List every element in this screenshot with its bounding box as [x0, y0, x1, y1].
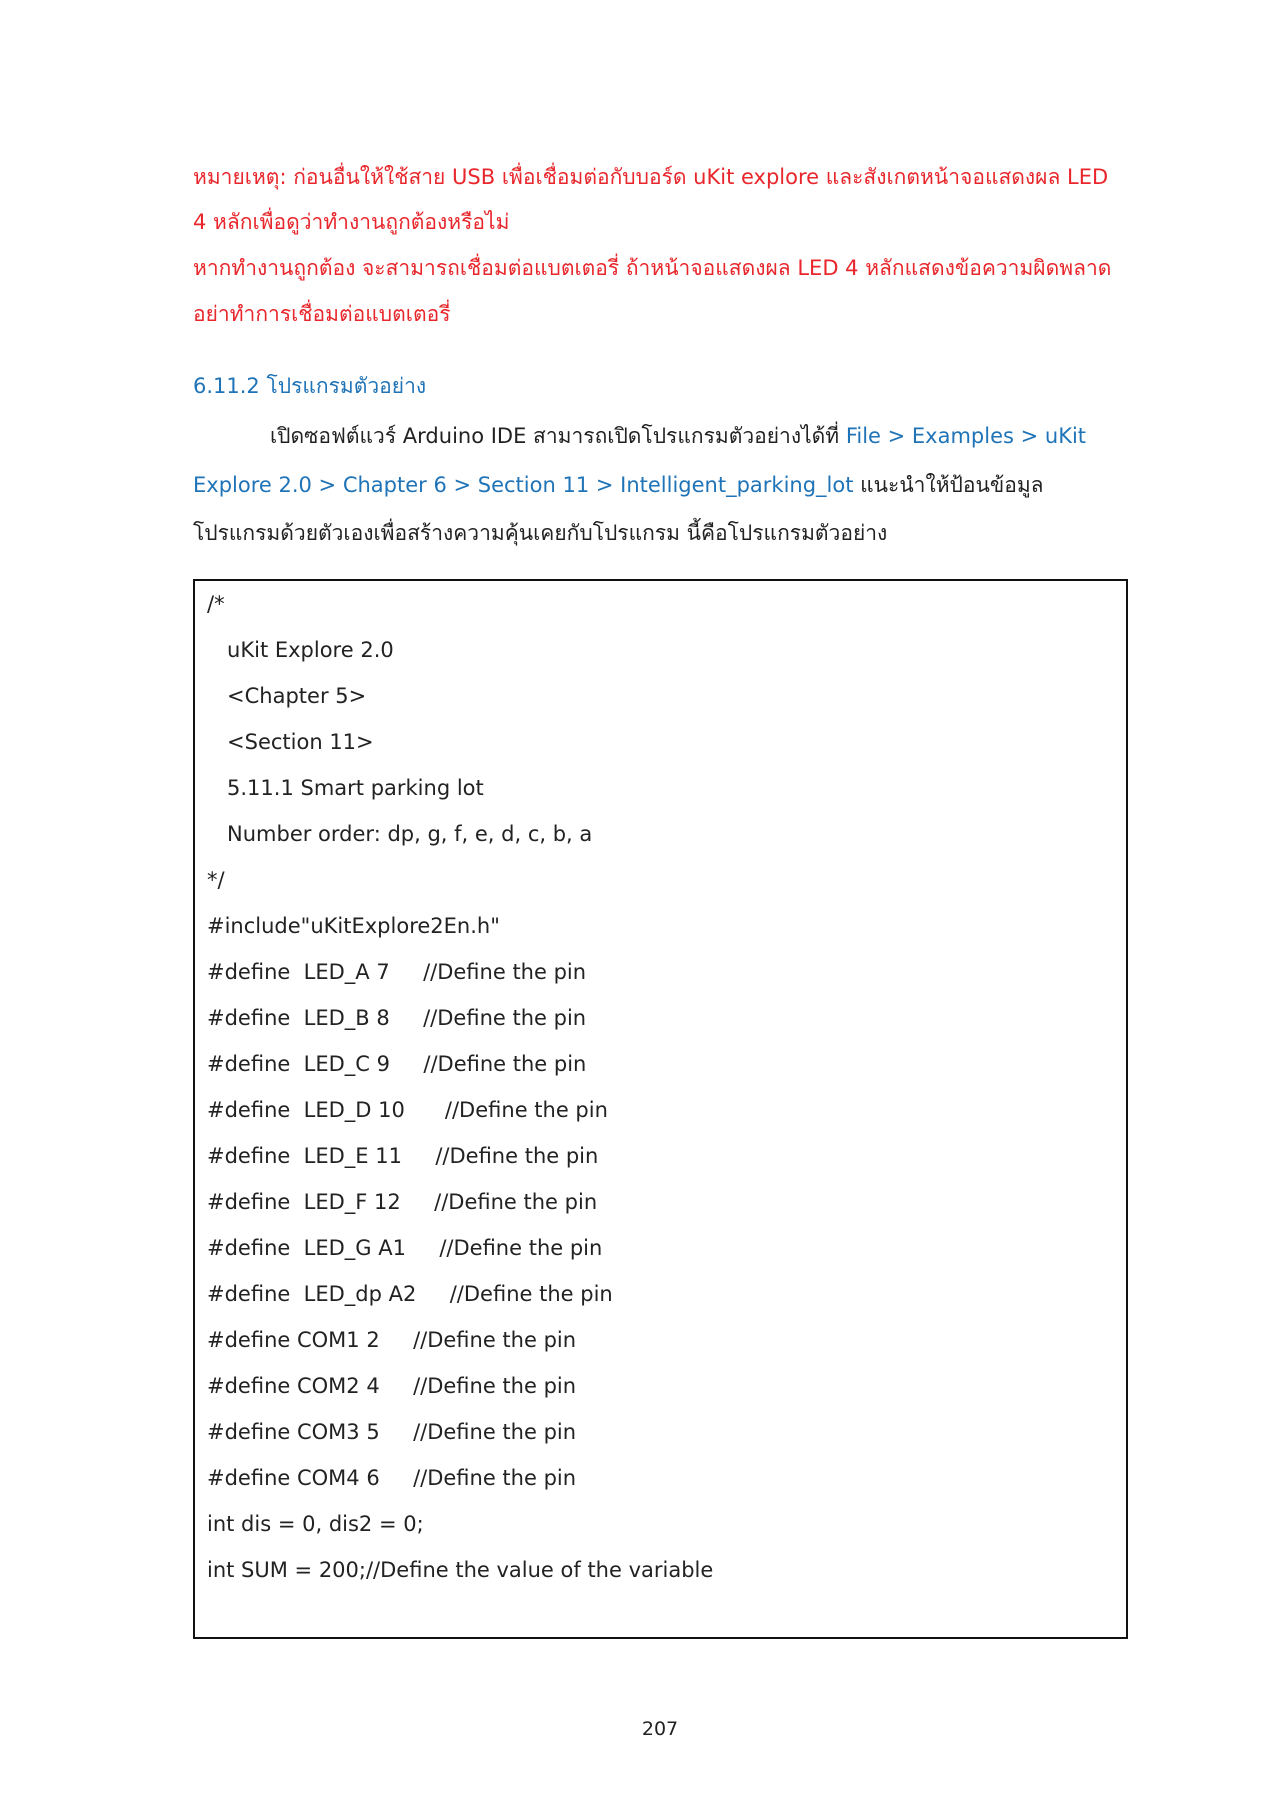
code-line: #define COM4 6 //Define the pin	[207, 1466, 577, 1490]
code-line: #define COM3 5 //Define the pin	[207, 1420, 577, 1444]
menu-path: File > Examples > uKit	[845, 424, 1087, 448]
code-line: #include"uKitExplore2En.h"	[207, 914, 500, 938]
code-line: #define LED_dp A2 //Define the pin	[207, 1282, 613, 1306]
code-line: #define LED_G A1 //Define the pin	[207, 1236, 603, 1260]
menu-path: Explore 2.0 > Chapter 6 > Section 11 > Intelligent_parking_lot	[193, 473, 854, 497]
code-line: #define COM2 4 //Define the pin	[207, 1374, 577, 1398]
code-line: uKit Explore 2.0	[207, 638, 394, 662]
code-line: */	[207, 868, 225, 892]
code-line: #define LED_E 11 //Define the pin	[207, 1144, 599, 1168]
page-number: 207	[641, 1718, 679, 1740]
code-line: #define LED_C 9 //Define the pin	[207, 1052, 587, 1076]
paragraph-line-3: โปรแกรมด้วยตัวเองเพื่อสร้างความคุ้นเคยกับโปรแกรม นี้คือโปรแกรมตัวอย่าง	[193, 521, 888, 545]
code-line: 5.11.1 Smart parking lot	[207, 776, 484, 800]
note-line-4: อย่าทำการเชื่อมต่อแบตเตอรี่	[193, 302, 451, 326]
paragraph-line-2	[193, 470, 1044, 500]
code-line: #define LED_F 12 //Define the pin	[207, 1190, 598, 1214]
code-line: /*	[207, 592, 225, 616]
note-line-1: หมายเหตุ: ก่อนอื่นให้ใช้สาย USB เพื่อเชื่อมต่อกับบอร์ด uKit explore และสังเกตหน้าจอแสดงผล LED	[193, 165, 1109, 189]
code-line: <Chapter 5>	[207, 684, 367, 708]
code-line: <Section 11>	[207, 730, 374, 754]
code-line: int SUM = 200;//Define the value of the variable	[207, 1558, 714, 1582]
section-heading: 6.11.2 โปรแกรมตัวอย่าง	[193, 374, 427, 398]
note-line-3: หากทำงานถูกต้อง จะสามารถเชื่อมต่อแบตเตอรี่ ถ้าหน้าจอแสดงผล LED 4 หลักแสดงข้อความผิดพลาด	[193, 256, 1112, 280]
code-line: #define LED_B 8 //Define the pin	[207, 1006, 587, 1030]
paragraph-text: แนะนำให้ป้อนข้อมูล	[853, 473, 1044, 497]
note-line-2: 4 หลักเพื่อดูว่าทำงานถูกต้องหรือไม่	[193, 210, 510, 234]
code-line: #define LED_A 7 //Define the pin	[207, 960, 587, 984]
code-line: Number order: dp, g, f, e, d, c, b, a	[207, 822, 593, 846]
paragraph-line-1	[270, 421, 1086, 451]
code-block	[193, 579, 1128, 1639]
code-line: #define LED_D 10 //Define the pin	[207, 1098, 608, 1122]
code-line: #define COM1 2 //Define the pin	[207, 1328, 577, 1352]
code-line: int dis = 0, dis2 = 0;	[207, 1512, 424, 1536]
paragraph-text: เปิดซอฟต์แวร์ Arduino IDE สามารถเปิดโปรแกรมตัวอย่างได้ที่	[270, 424, 846, 448]
